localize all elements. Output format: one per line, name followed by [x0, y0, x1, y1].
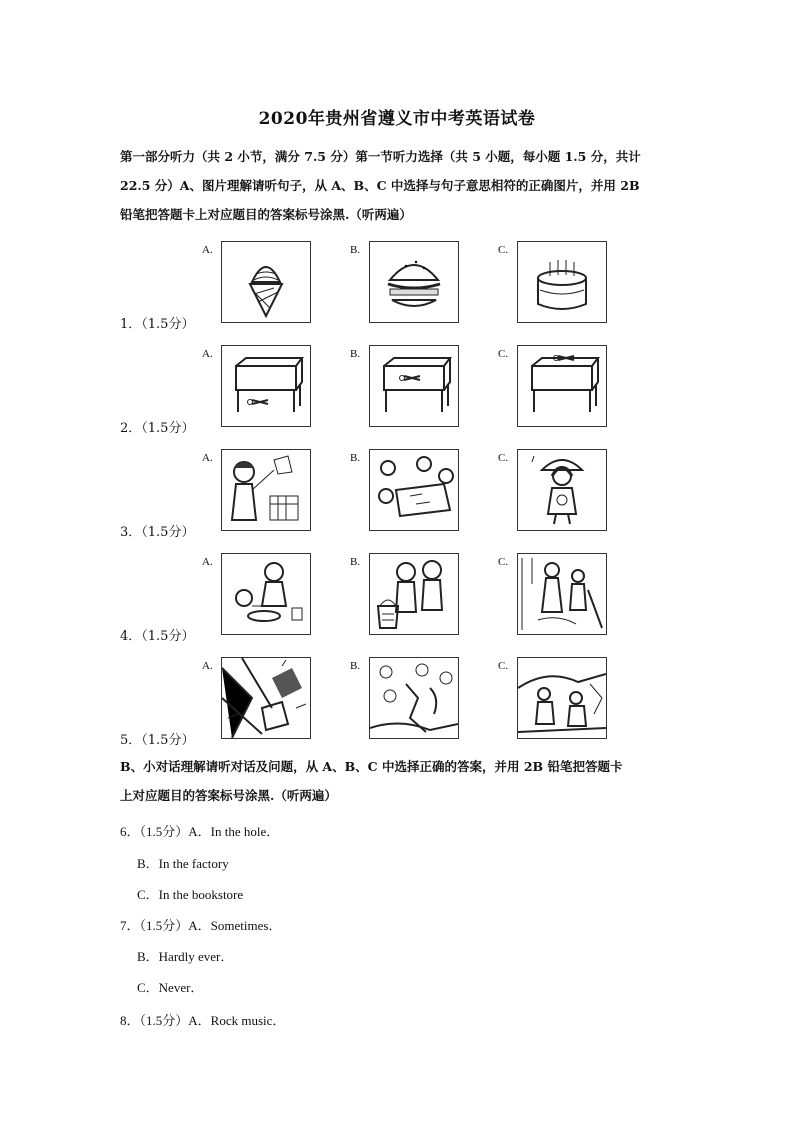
q3-image-girl-with-gift-box[interactable] [221, 449, 311, 531]
intro-line-2: 22.5 分）A、图片理解请听句子，从 A、B、C 中选择与句子意思相符的正确图片，并用 2B [120, 178, 640, 193]
section-b-line-1: B、小对话理解请听对话及问题，从 A、B、C 中选择正确的答案，并用 2B 铅笔把答题卡 [120, 759, 623, 774]
q1-image-ice-cream[interactable] [221, 241, 311, 323]
section-b-instructions [120, 752, 680, 810]
q5-image-flood-scene[interactable] [221, 657, 311, 739]
question-2-label: 2．（1.5分） [120, 421, 195, 436]
q2-image-scissors-under-table[interactable] [221, 345, 311, 427]
option-letter-c: C. [498, 660, 509, 672]
question-6-option-a[interactable]: A．In the hole． [188, 824, 280, 839]
question-7-option-b[interactable]: B．Hardly ever． [137, 949, 234, 964]
q4-image-kids-with-basket[interactable] [369, 553, 459, 635]
intro-line-1: 第一部分听力（共 2 小节，满分 7.5 分）第一节听力选择（共 5 小题，每小题 1.5 分，共计 [120, 149, 641, 164]
option-letter-a: A. [202, 660, 213, 672]
question-7-option-c[interactable]: C．Never． [137, 980, 204, 995]
q1-image-birthday-cake[interactable] [517, 241, 607, 323]
intro-line-3: 铅笔把答题卡上对应题目的答案标号涂黑.（听两遍） [120, 207, 412, 222]
option-letter-c: C. [498, 556, 509, 568]
option-letter-c: C. [498, 348, 509, 360]
question-6-label [120, 821, 279, 840]
option-letter-a: A. [202, 452, 213, 464]
q3-image-children-at-desk[interactable] [369, 449, 459, 531]
question-4-label: 4．（1.5分） [120, 629, 195, 644]
question-7-label [120, 915, 281, 934]
section-b-line-2: 上对应题目的答案标号涂黑.（听两遍） [120, 788, 337, 803]
section-a-instructions [120, 142, 680, 229]
q2-image-scissors-in-table[interactable] [369, 345, 459, 427]
q4-image-people-washing[interactable] [221, 553, 311, 635]
question-8-option-a[interactable]: A．Rock music． [188, 1013, 286, 1028]
option-letter-b: B. [350, 556, 361, 568]
option-letter-a: A. [202, 244, 213, 256]
question-8-number: 8．（1.5分） [120, 1013, 189, 1028]
option-letter-b: B. [350, 660, 361, 672]
question-7-number: 7．（1.5分） [120, 918, 189, 933]
q5-image-storm-scene[interactable] [369, 657, 459, 739]
q1-image-hamburger[interactable] [369, 241, 459, 323]
option-letter-c: C. [498, 244, 509, 256]
question-8-label [120, 1010, 285, 1029]
q3-image-girl-with-headphones[interactable] [517, 449, 607, 531]
question-3-label: 3．（1.5分） [120, 525, 195, 540]
q2-image-scissors-on-table[interactable] [517, 345, 607, 427]
option-letter-b: B. [350, 348, 361, 360]
question-6-option-b[interactable]: B．In the factory [137, 856, 229, 871]
page-title: 2020年贵州省遵义市中考英语试卷 [258, 109, 536, 129]
question-5-label: 5．（1.5分） [120, 733, 195, 748]
question-7-option-a[interactable]: A．Sometimes． [188, 918, 282, 933]
option-letter-a: A. [202, 348, 213, 360]
question-1-label: 1．（1.5分） [120, 317, 195, 332]
q4-image-family-cleaning[interactable] [517, 553, 607, 635]
option-letter-c: C. [498, 452, 509, 464]
option-letter-b: B. [350, 244, 361, 256]
option-letter-b: B. [350, 452, 361, 464]
q5-image-rescue-scene[interactable] [517, 657, 607, 739]
question-6-number: 6．（1.5分） [120, 824, 189, 839]
option-letter-a: A. [202, 556, 213, 568]
question-6-option-c[interactable]: C．In the bookstore [137, 887, 244, 902]
